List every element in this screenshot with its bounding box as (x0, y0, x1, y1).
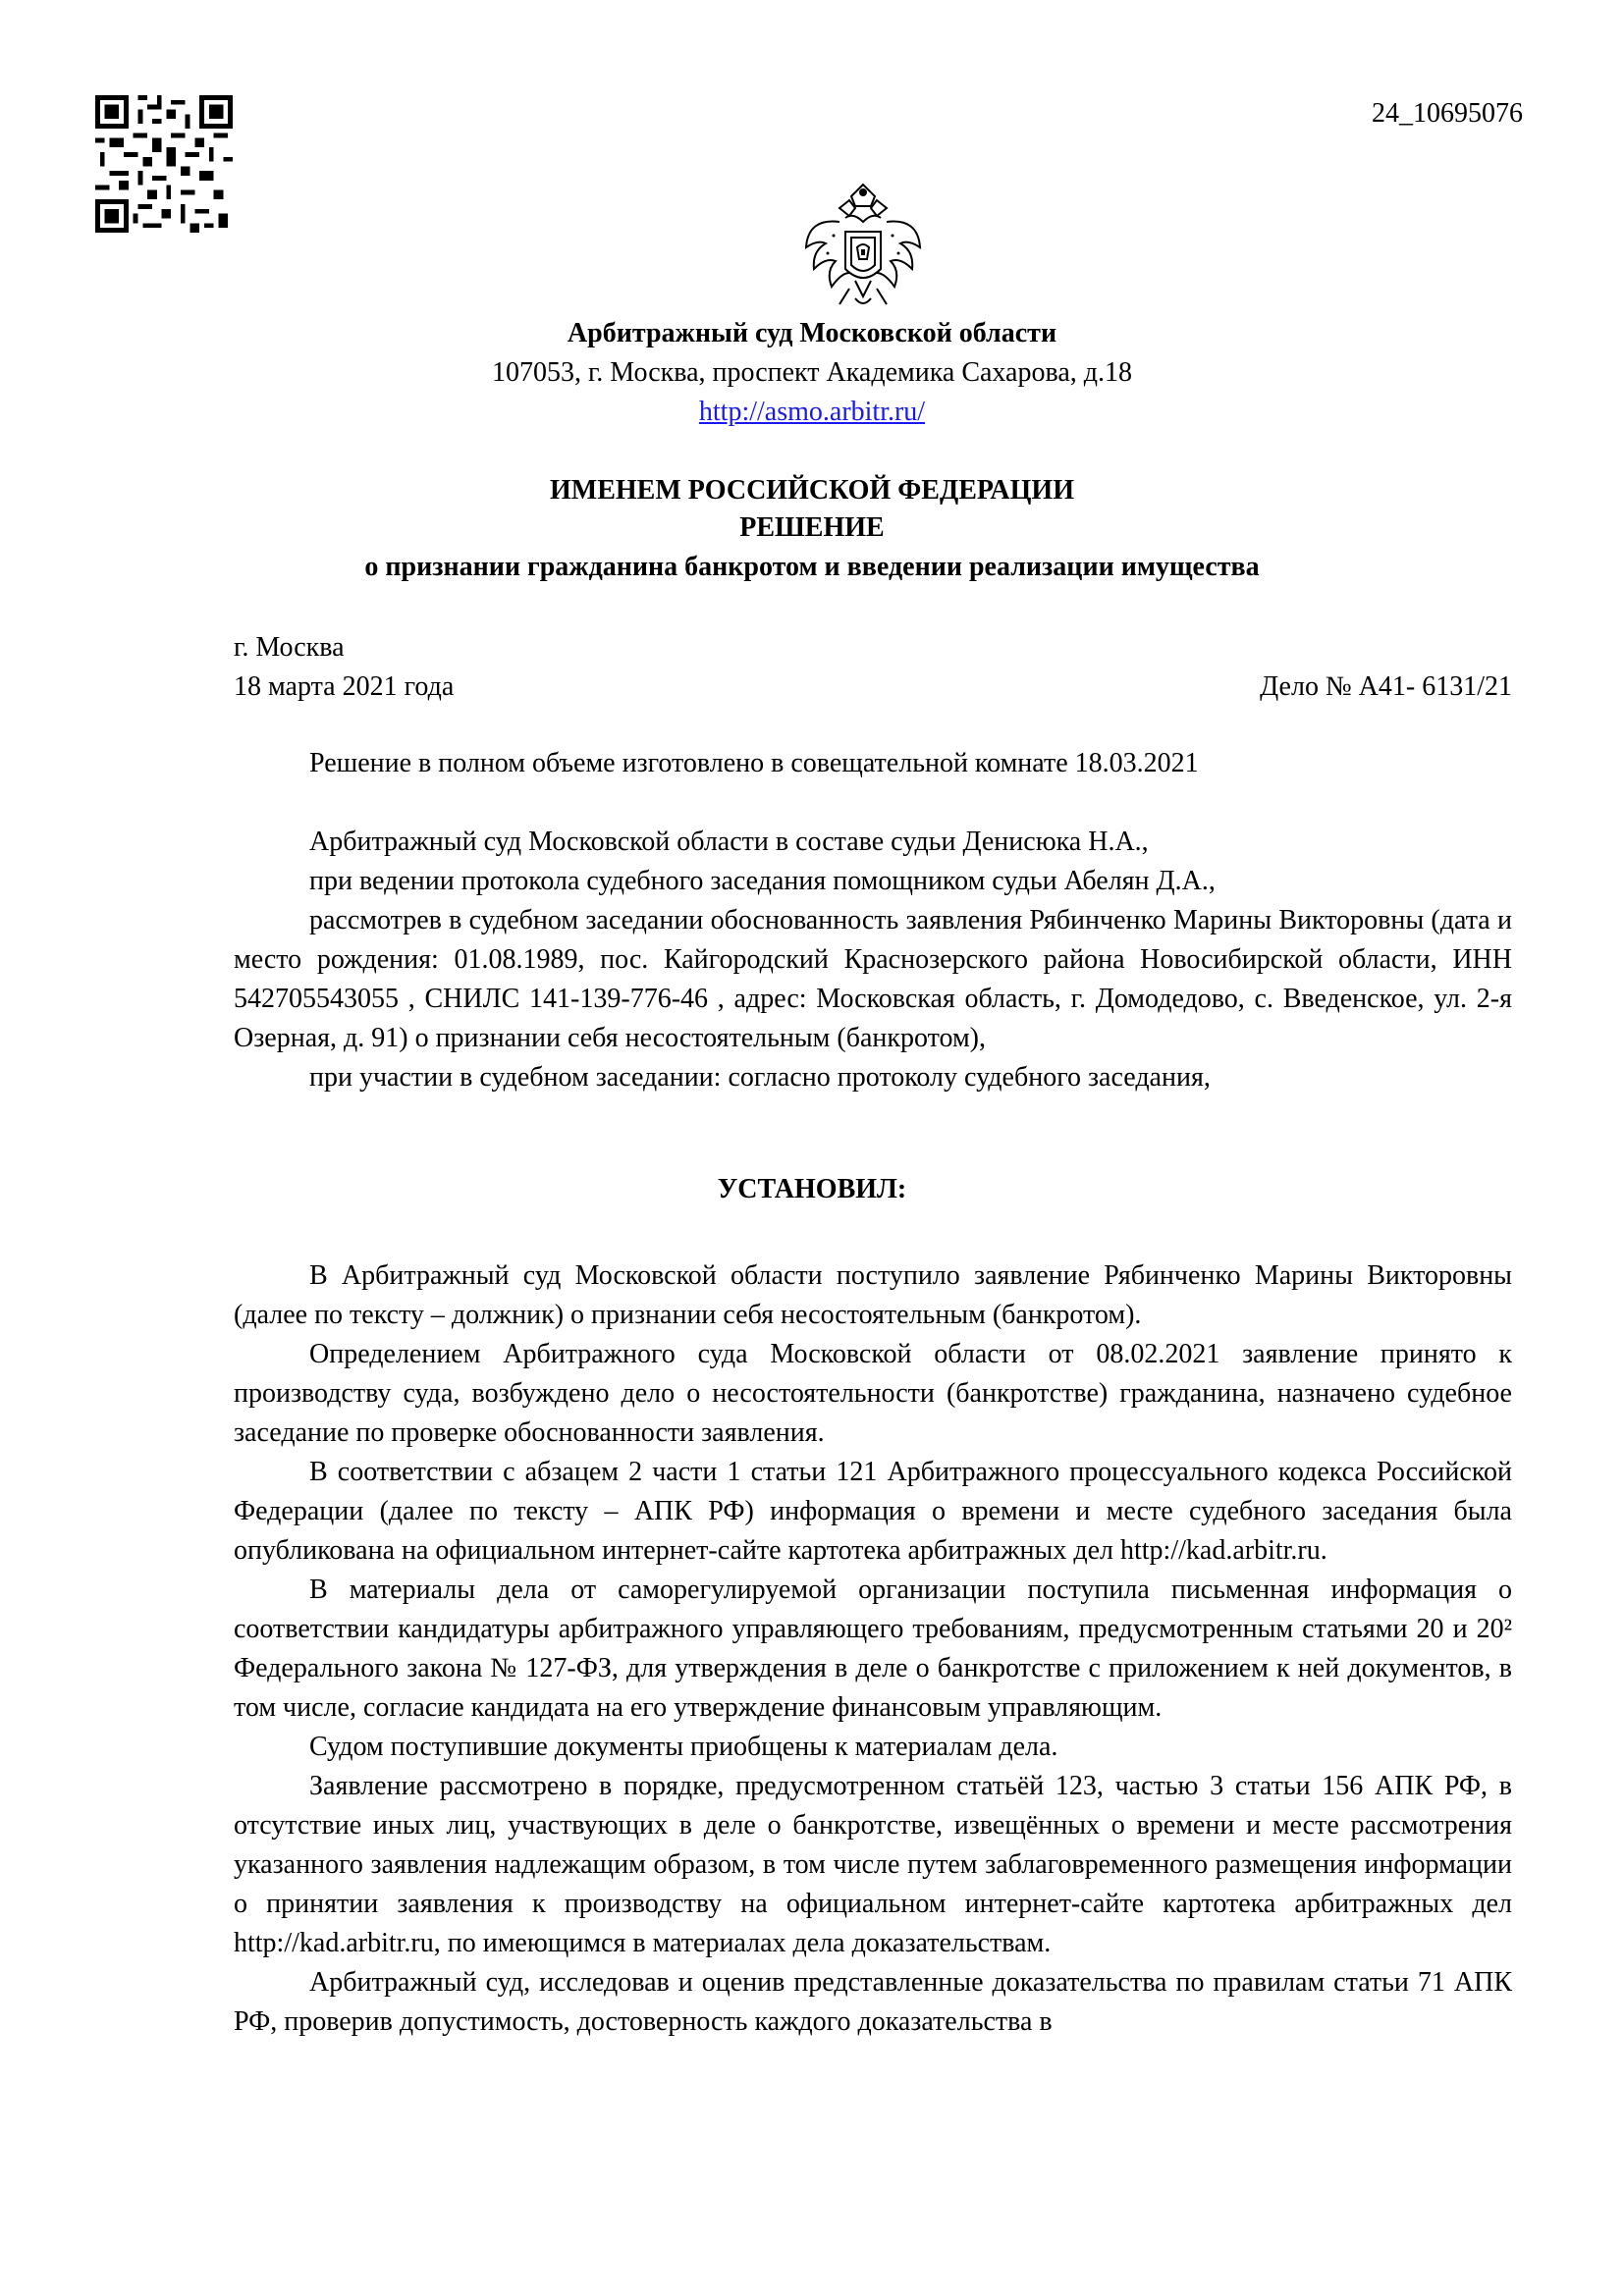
heading-subject: о признании гражданина банкротом и введении реализации имущества (364, 552, 1260, 582)
qr-code-icon (95, 95, 233, 233)
paragraph: В Арбитражный суд Московской области поступило заявление Рябинченко Марины Викторовны (далее по тексту – должник) о признании себя несостоятельным (банкротом). (234, 1260, 1512, 1330)
main-text-block (234, 1256, 1512, 2042)
made-in-full-note (234, 744, 1512, 783)
paragraph: Определением Арбитражного суда Московской области от 08.02.2021 заявление принято к производству суда, возбуждено дело о несостоятельности (банкротстве) гражданина, назначено судебное заседание по проверке обоснованности заявления. (234, 1339, 1512, 1448)
date-case-row (234, 667, 1512, 707)
paragraph: при участии в судебном заседании: согласно протоколу судебного заседания, (309, 1062, 1211, 1093)
court-name: Арбитражный суд Московской области (567, 318, 1057, 348)
paragraph: Арбитражный суд, исследовав и оценив представленные доказательства по правилам статьи 71 АПК РФ, проверив допустимость, достоверность каждого доказательства в (234, 1967, 1512, 2037)
city: г. Москва (234, 632, 345, 663)
court-address: 107053, г. Москва, проспект Академика Сахарова, д.18 (491, 357, 1133, 388)
russian-coat-of-arms-icon (800, 179, 926, 316)
paragraph: В материалы дела от саморегулируемой организации поступила письменная информация о соответствии кандидатуры арбитражного управляющего требованиям, предусмотренным статьями 20 и 20² Федерального закона № 127-ФЗ, для утверждения в деле о банкротстве с приложением к ней документов, в том числе, согласие кандидата на его утверждение финансовым управляющим. (234, 1575, 1512, 1723)
paragraph: Решение в полном объеме изготовлено в совещательной комнате 18.03.2021 (309, 748, 1199, 778)
heading-established: УСТАНОВИЛ: (717, 1174, 907, 1204)
intro-block (234, 823, 1512, 1097)
paragraph: рассмотрев в судебном заседании обоснованность заявления Рябинченко Марины Викторовны (дата и место рождения: 01.08.1989, пос. Кайгородский Краснозерского района Новосибирской области, ИНН 542705543055 , СНИЛС 141-139-776-46 , адрес: Московская область, г. Домодедово, с. Введенское, ул. 2-я Озерная, д. 91) о признании себя несостоятельным (банкротом), (234, 905, 1512, 1053)
heading-decision: РЕШЕНИЕ (739, 512, 885, 543)
case-number: Дело № А41- 6131/21 (1260, 671, 1512, 702)
paragraph: Судом поступившие документы приобщены к материалам дела. (309, 1732, 1058, 1762)
court-website-link[interactable]: http://asmo.arbitr.ru/ (698, 397, 926, 427)
paragraph: при ведении протокола судебного заседания помощником судьи Абелян Д.А., (309, 866, 1216, 896)
heading-in-the-name: ИМЕНЕМ РОССИЙСКОЙ ФЕДЕРАЦИИ (550, 475, 1074, 506)
paragraph: Заявление рассмотрено в порядке, предусмотренном статьёй 123, частью 3 статьи 156 АПК РФ, в отсутствие иных лиц, участвующих в деле о банкротстве, извещённых о времени и месте рассмотрения указанного заявления надлежащим образом, в том числе путем заблаговременного размещения информации о принятии заявления к производству на официальном интернет-сайте картотека арбитражных дел http://kad.arbitr.ru, по имеющимся в материалах дела доказательствам. (234, 1771, 1512, 1958)
decision-date: 18 марта 2021 года (234, 671, 455, 702)
court-website (0, 397, 1624, 428)
paragraph: Арбитражный суд Московской области в составе судьи Денисюка Н.А., (309, 827, 1149, 857)
paragraph: В соответствии с абзацем 2 части 1 статьи 121 Арбитражного процессуального кодекса Российской Федерации (далее по тексту – АПК РФ) информация о времени и месте судебного заседания была опубликована на официальном интернет-сайте картотека арбитражных дел http://kad.arbitr.ru. (234, 1457, 1512, 1566)
document-number: 24_10695076 (1372, 98, 1523, 129)
place-date-block (234, 628, 1512, 707)
